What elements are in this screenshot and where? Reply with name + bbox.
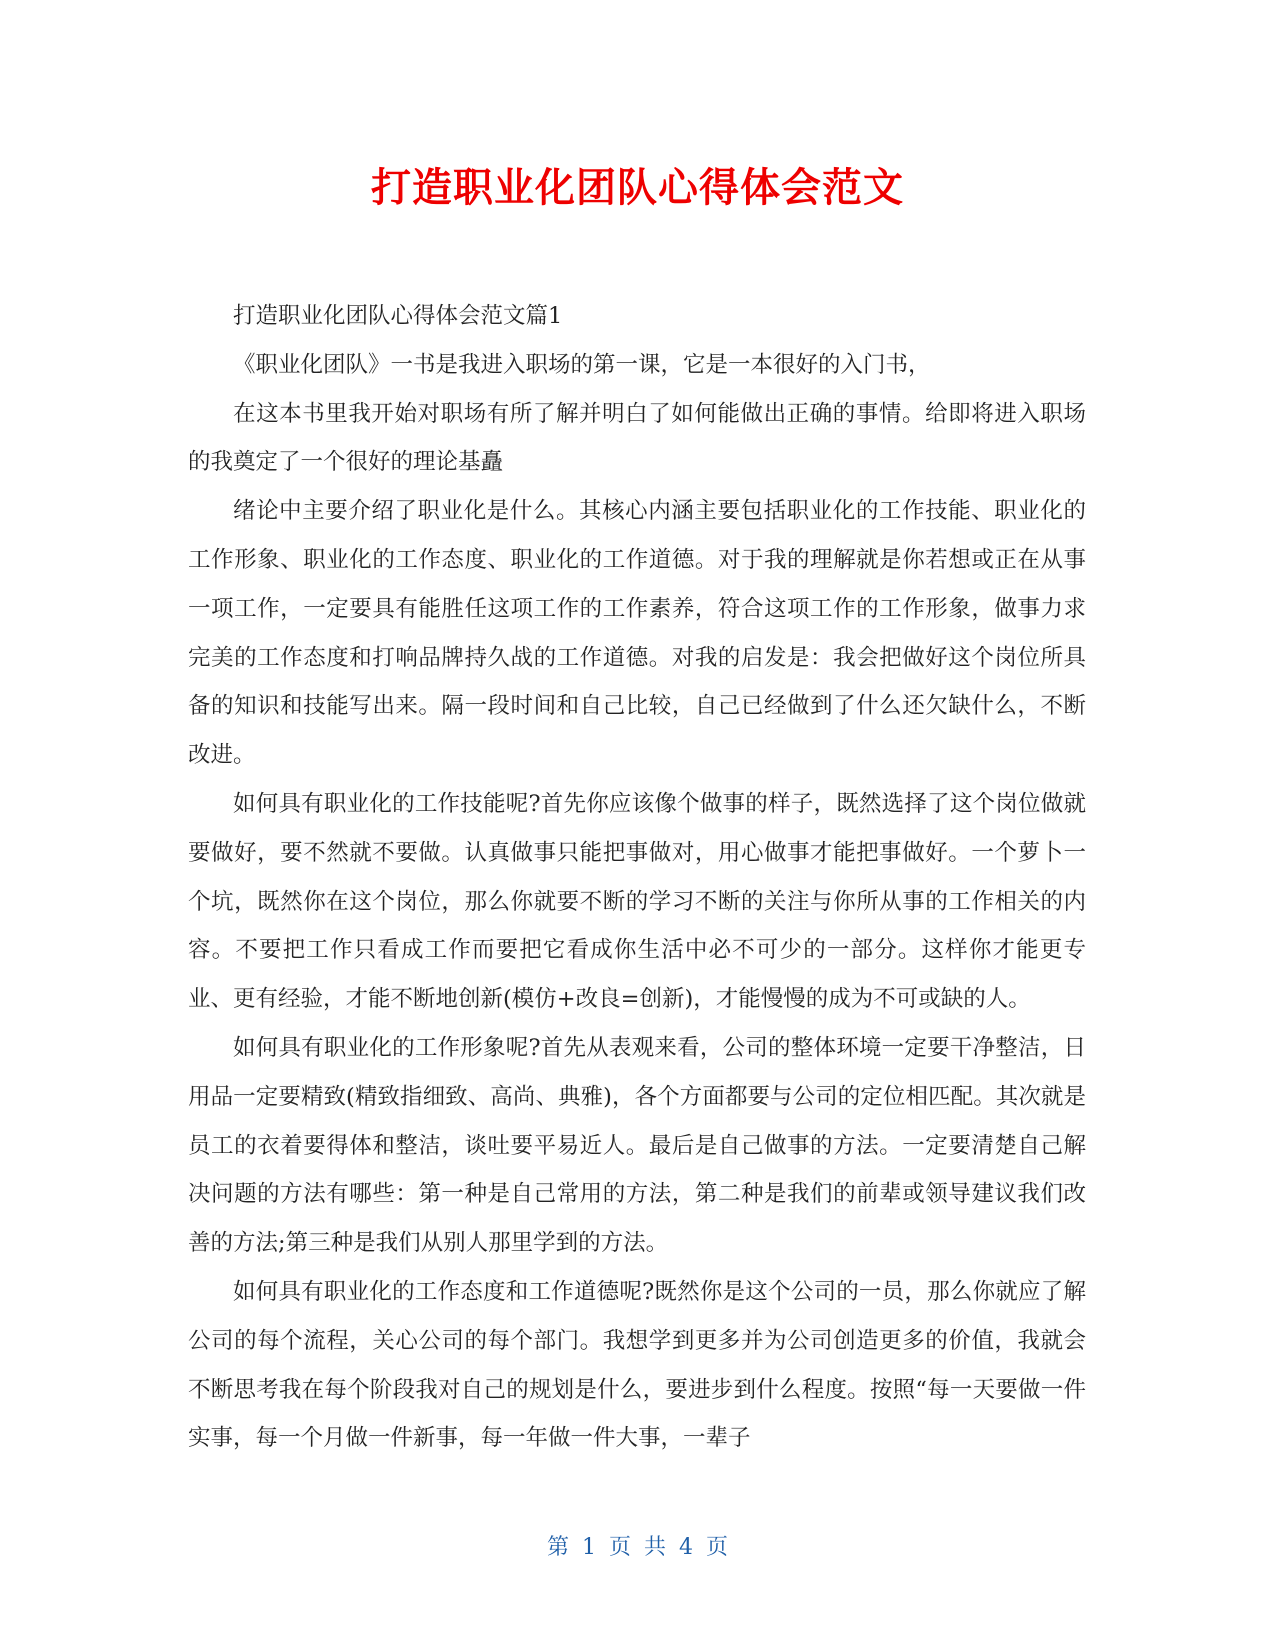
body-paragraph-2: 在这本书里我开始对职场有所了解并明白了如何能做出正确的事情。给即将进入职场的我奠定了一个很好的理论基矗 xyxy=(188,400,1086,476)
document-body xyxy=(188,292,1086,1463)
body-paragraph-4: 如何具有职业化的工作技能呢?首先你应该像个做事的样子，既然选择了这个岗位做就要做好，要不然就不要做。认真做事只能把事做对，用心做事才能把事做好。一个萝卜一个坑，既然你在这个岗位，那么你就要不断的学习不断的关注与你所从事的工作相关的内容。不要把工作只看成工作而要把它看成你生活中必不可少的一部分。这样你才能更专业、更有经验，才能不断地创新(模仿+改良=创新)，才能慢慢的成为不可或缺的人。 xyxy=(188,790,1086,1013)
body-paragraph-3: 绪论中主要介绍了职业化是什么。其核心内涵主要包括职业化的工作技能、职业化的工作形象、职业化的工作态度、职业化的工作道德。对于我的理解就是你若想或正在从事一项工作，一定要具有能胜任这项工作的工作素养，符合这项工作的工作形象，做事力求完美的工作态度和打响品牌持久战的工作道德。对我的启发是：我会把做好这个岗位所具备的知识和技能写出来。隔一段时间和自己比较，自己已经做到了什么还欠缺什么，不断改进。 xyxy=(188,498,1086,769)
section-heading: 打造职业化团队心得体会范文篇1 xyxy=(233,303,563,329)
body-paragraph-6: 如何具有职业化的工作态度和工作道德呢?既然你是这个公司的一员，那么你就应了解公司的每个流程，关心公司的每个部门。我想学到更多并为公司创造更多的价值，我就会不断思考我在每个阶段我对自己的规划是什么，要进步到什么程度。按照“每一天要做一件实事，每一个月做一件新事，每一年做一件大事，一辈子 xyxy=(188,1278,1086,1452)
body-paragraph-1: 《职业化团队》一书是我进入职场的第一课，它是一本很好的入门书， xyxy=(233,351,931,378)
body-paragraph-5: 如何具有职业化的工作形象呢?首先从表观来看，公司的整体环境一定要干净整洁，日用品一定要精致(精致指细致、高尚、典雅)，各个方面都要与公司的定位相匹配。其次就是员工的衣着要得体和整洁，谈吐要平易近人。最后是自己做事的方法。一定要清楚自己解决问题的方法有哪些：第一种是自己常用的方法，第二种是我们的前辈或领导建议我们改善的方法;第三种是我们从别人那里学到的方法。 xyxy=(188,1034,1086,1257)
document-title: 打造职业化团队心得体会范文 xyxy=(371,165,904,211)
page-number-footer: 第 1 页 共 4 页 xyxy=(547,1535,728,1560)
